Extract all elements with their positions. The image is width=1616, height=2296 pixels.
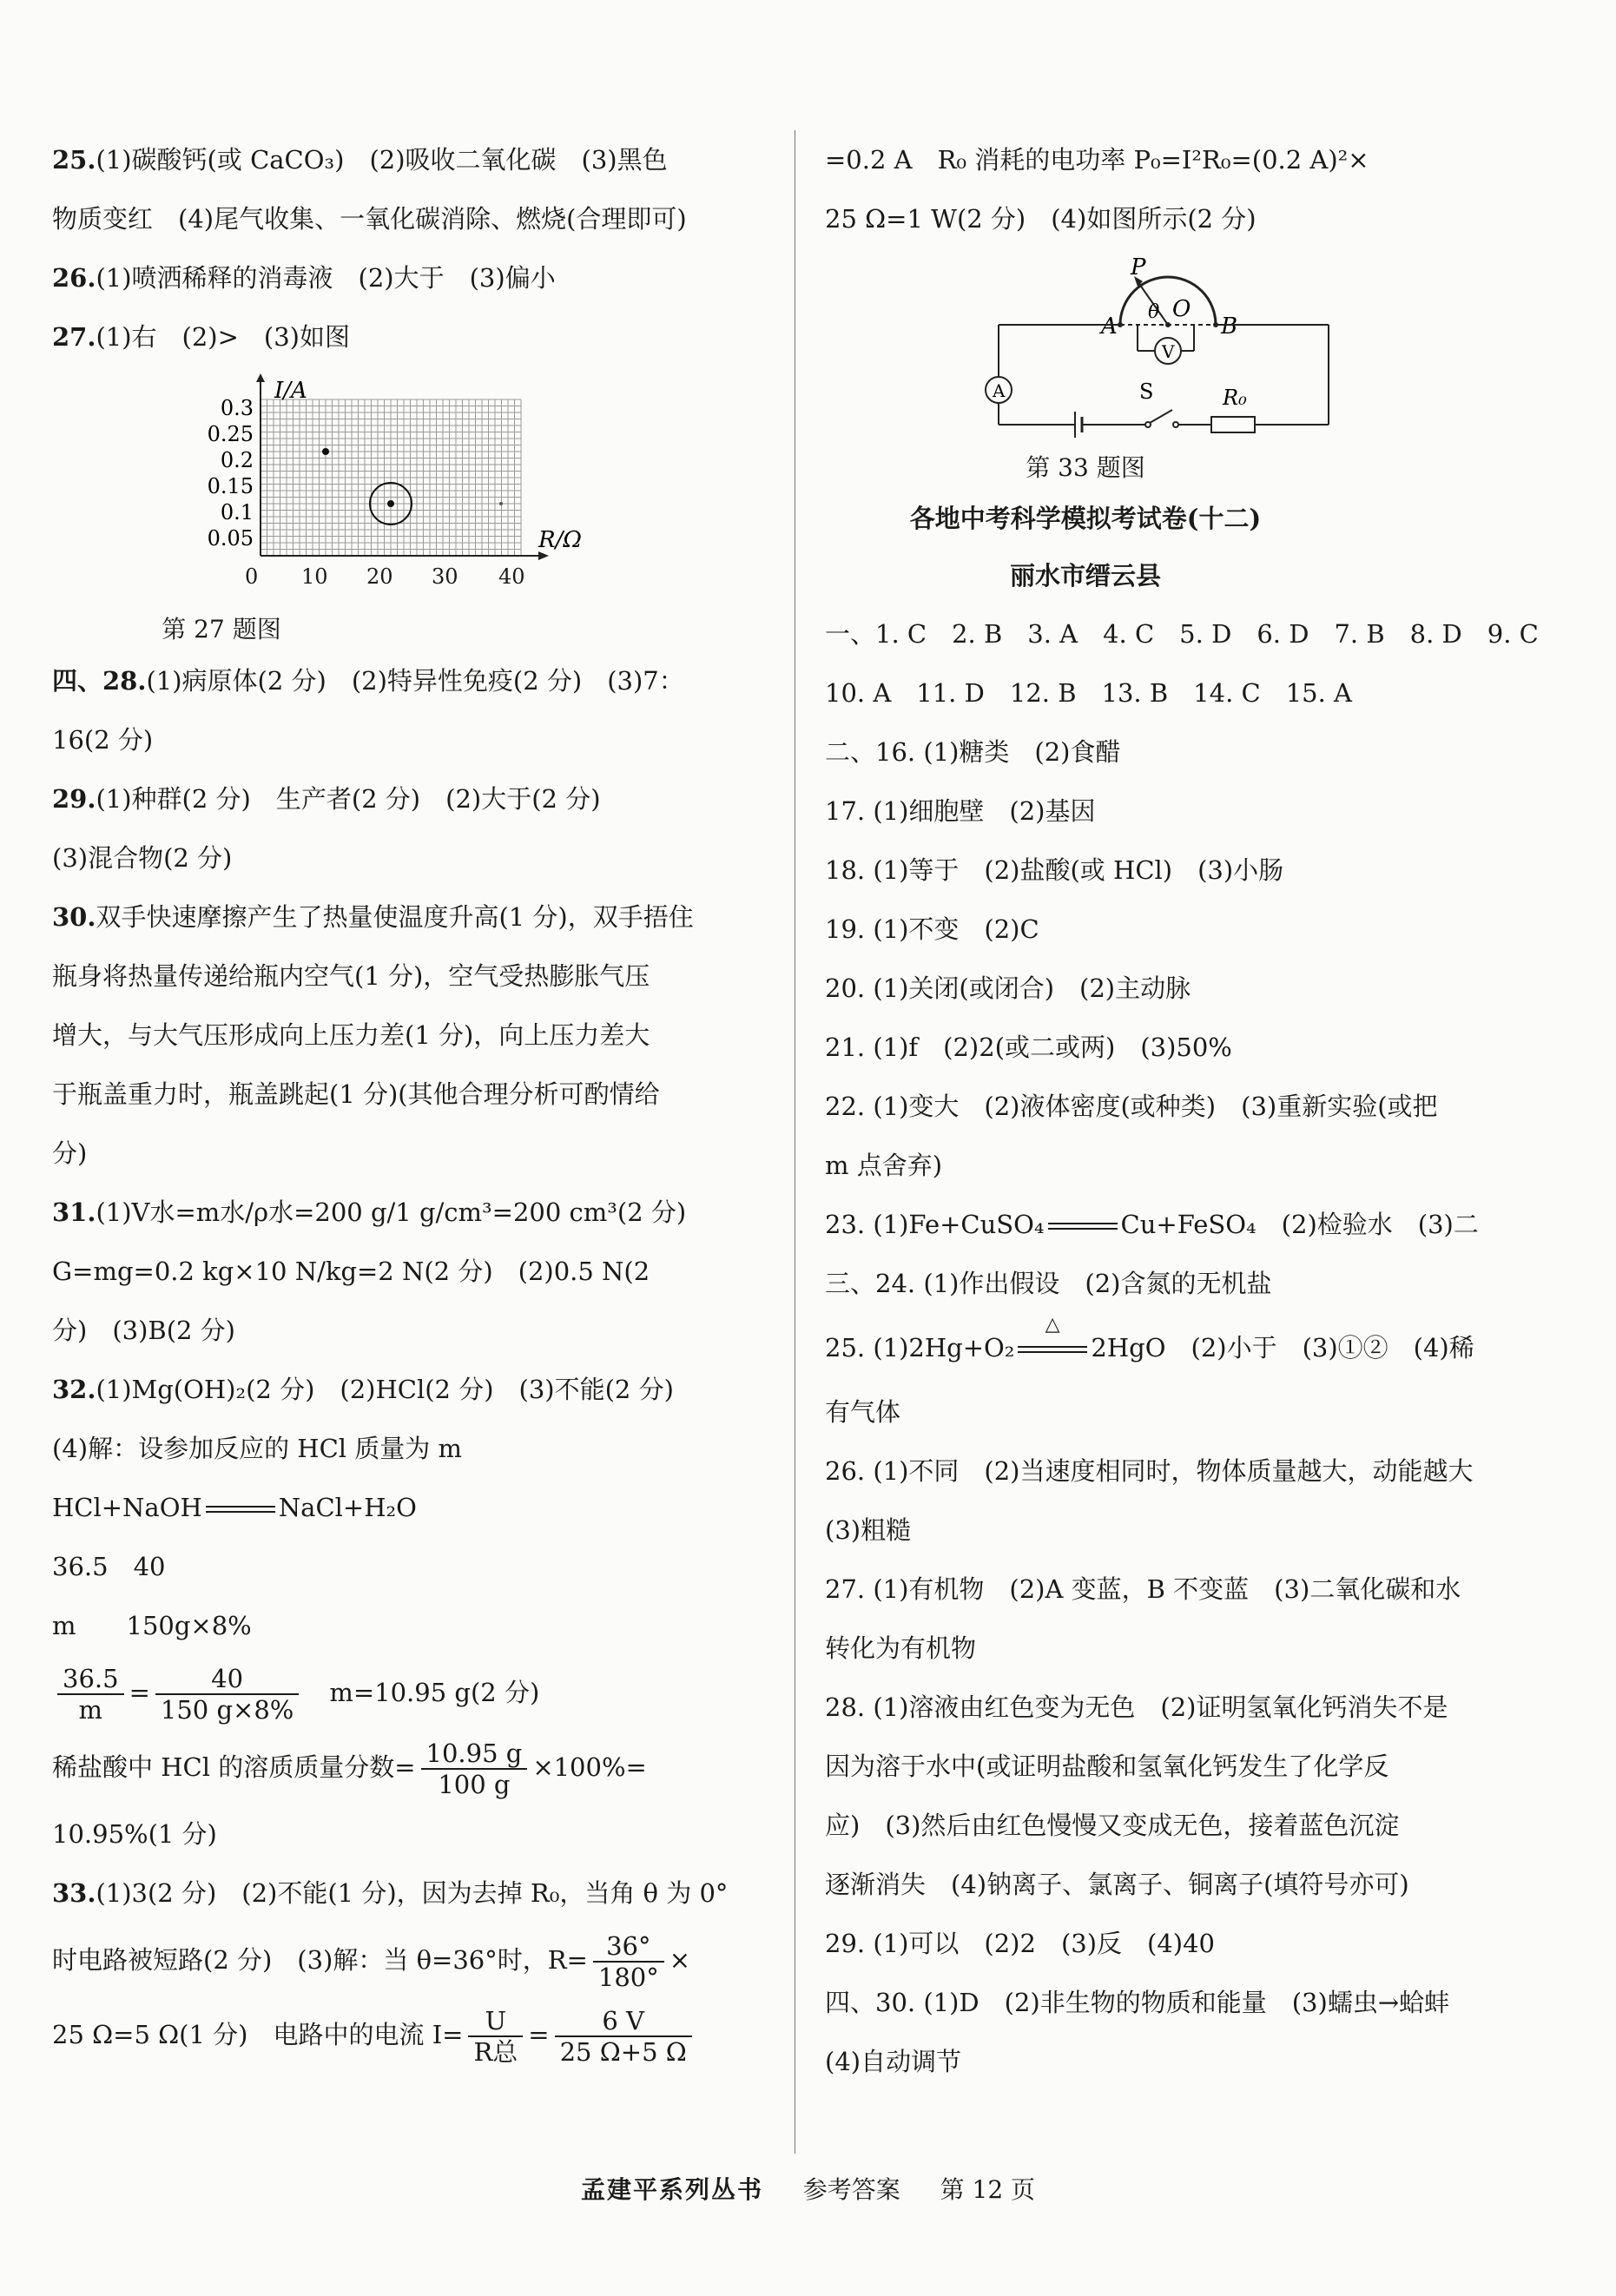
- equation-right: 2HgO (2)小于 (3)①② (4)稀: [1091, 1333, 1474, 1362]
- x-tick-label: 30: [432, 564, 458, 589]
- answer-32: [52, 1360, 773, 1419]
- answer-25: [52, 130, 773, 189]
- equation-left: HCl+NaOH: [52, 1493, 202, 1522]
- figure-33-caption: 第 33 题图: [1026, 453, 1145, 482]
- answer-24: 三、24. (1)作出假设 (2)含氮的无机盐: [825, 1269, 1272, 1298]
- answer-25r-cont: 有气体: [825, 1397, 901, 1427]
- answer-text: (1)病原体(2 分) (2)特异性免疫(2 分) (3)7：: [146, 666, 684, 696]
- answer-32-cont: 36.5 40: [52, 1552, 166, 1581]
- answer-31-cont: G=mg=0.2 kg×10 N/kg=2 N(2 分) (2)0.5 N(2: [52, 1257, 650, 1286]
- answer-16: 二、16. (1)糖类 (2)食醋: [825, 737, 1121, 767]
- grid-lines: [261, 399, 521, 556]
- equation-left: 25. (1)2Hg+O₂: [825, 1333, 1015, 1362]
- answer-26r-cont: (3)粗糙: [825, 1515, 912, 1545]
- equation-right: NaCl+H₂O: [278, 1493, 417, 1522]
- answer-31-cont: 分) (3)B(2 分): [52, 1316, 236, 1345]
- exam-title: 各地中考科学模拟考试卷(十二): [909, 504, 1262, 533]
- answer-27r: 27. (1)有机物 (2)A 变蓝，B 不变蓝 (3)二氧化碳和水: [825, 1574, 1461, 1604]
- text-prefix: 25 Ω=5 Ω(1 分) 电路中的电流 I=: [52, 2020, 464, 2049]
- proportion-line: $\frac{36.5}{m}$ = $\frac{40}{150 g\times 8\%}$ m=10.95 g(2 分): [52, 1655, 773, 1730]
- x-tick-label: 40: [498, 564, 525, 589]
- answer-text: (1)右 (2)> (3)如图: [96, 322, 350, 352]
- figure-27: [52, 373, 773, 608]
- answer-18: 18. (1)等于 (2)盐酸(或 HCl) (3)小肠: [825, 855, 1284, 885]
- y-axis-arrow: [256, 373, 265, 382]
- answer-32-cont: m 150g×8%: [52, 1611, 252, 1640]
- answer-33: [52, 1864, 773, 1923]
- fraction: [57, 1664, 124, 1725]
- answer-31: [52, 1183, 773, 1242]
- answer-29-cont: (3)混合物(2 分): [52, 843, 233, 873]
- question-number: 四、28.: [52, 666, 147, 696]
- question-number: 31.: [52, 1197, 96, 1227]
- label-p: P: [1131, 255, 1146, 280]
- answer-text: (1)V水=m水/ρ水=200 g/1 g/cm³=200 cm³(2 分): [96, 1197, 687, 1227]
- semicircle-resistor: [1120, 277, 1216, 325]
- answer-25-cont: 物质变红 (4)尾气收集、一氧化碳消除、燃烧(合理即可): [52, 204, 687, 234]
- answer-27r-cont: 转化为有机物: [825, 1633, 977, 1663]
- node-o: [1165, 322, 1171, 327]
- answer-21: 21. (1)f (2)2(或二或两) (3)50%: [825, 1033, 1232, 1062]
- data-point: [499, 502, 503, 505]
- numerator: U: [468, 2006, 523, 2037]
- x-tick-label: 20: [366, 564, 393, 589]
- answer-28r-cont: 因为溶于水中(或证明盐酸和氢氧化钙发生了化学反: [825, 1752, 1389, 1781]
- numerator: 10.95 g: [421, 1738, 528, 1770]
- label-theta: θ: [1148, 301, 1160, 323]
- answer-25r: [825, 1313, 1511, 1382]
- answer-30-cont: 增大，与大气压形成向上压力差(1 分)，向上压力差大: [52, 1020, 650, 1050]
- left-column: [52, 130, 773, 2072]
- label-o: O: [1172, 296, 1191, 322]
- fraction: [421, 1738, 528, 1799]
- resistor-r0: [1211, 417, 1255, 432]
- circuit-diagram: [825, 255, 1511, 438]
- y-axis-label: I/A: [274, 378, 307, 404]
- answer-28r-cont: 应) (3)然后由红色慢慢又变成无色，接着蓝色沉淀: [825, 1811, 1400, 1840]
- equation-right: Cu+FeSO₄ (2)检验水 (3)二: [1120, 1210, 1479, 1239]
- numerator: 36°: [593, 1931, 664, 1963]
- answer-27: [52, 307, 773, 366]
- answer-22-cont: m 点舍弃): [825, 1151, 943, 1180]
- heat-symbol: △: [1045, 1314, 1060, 1336]
- answer-33-cont-right: 25 Ω=1 W(2 分) (4)如图所示(2 分): [825, 204, 1257, 234]
- answer-30r: 四、30. (1)D (2)非生物的物质和能量 (3)蠕虫→蛤蚌: [825, 1988, 1450, 2017]
- answer-text: (1)Mg(OH)₂(2 分) (2)HCl(2 分) (3)不能(2 分): [96, 1375, 674, 1404]
- reaction-condition: [1014, 1313, 1091, 1382]
- mass-fraction-line: [52, 1730, 773, 1804]
- answer-28r: 28. (1)溶液由红色变为无色 (2)证明氢氧化钙消失不是: [825, 1692, 1448, 1722]
- equals-sign: [206, 1506, 275, 1513]
- fraction: [468, 2006, 523, 2067]
- label-a: A: [1101, 313, 1118, 340]
- ammeter-label: A: [993, 380, 1006, 401]
- figure-33: [825, 255, 1511, 446]
- answer-32-cont: (4)解：设参加反应的 HCl 质量为 m: [52, 1434, 462, 1463]
- denominator: 150 g×8%: [160, 1695, 294, 1725]
- text-suffix: ×: [669, 1945, 691, 1975]
- answer-32-cont: 10.95%(1 分): [52, 1819, 217, 1849]
- answer-30-cont: 瓶身将热量传递给瓶内空气(1 分)，空气受热膨胀气压: [52, 961, 650, 991]
- answer-28: [52, 651, 773, 710]
- question-number: 30.: [52, 902, 96, 932]
- voltmeter-label: V: [1162, 341, 1175, 362]
- numerator: 40: [155, 1664, 299, 1695]
- answer-text: (1)碳酸钙(或 CaCO₃) (2)吸收二氧化碳 (3)黑色: [96, 145, 668, 175]
- question-number: 26.: [52, 263, 96, 293]
- right-column: [825, 130, 1539, 2091]
- x-tick-label: 0: [245, 564, 259, 589]
- answer-text: (1)3(2 分) (2)不能(1 分)，因为去掉 R₀，当角 θ 为 0°: [96, 1878, 729, 1908]
- data-point: [387, 500, 394, 507]
- y-tick-label: 0.15: [207, 474, 254, 498]
- answer-26r: 26. (1)不同 (2)当速度相同时，物体质量越大，动能越大: [825, 1456, 1474, 1486]
- x-axis-label: R/Ω: [538, 527, 582, 553]
- numerator: 36.5: [57, 1664, 124, 1695]
- answer-30-cont: 分): [52, 1138, 88, 1168]
- text-prefix: 时电路被短路(2 分) (3)解：当 θ=36°时，R=: [52, 1945, 588, 1975]
- exam-subtitle: 丽水市缙云县: [1009, 561, 1161, 590]
- denominator: 25 Ω+5 Ω: [559, 2037, 687, 2067]
- answer-28r-cont: 逐渐消失 (4)钠离子、氯离子、铜离子(填符号亦可): [825, 1870, 1409, 1899]
- label-b: B: [1221, 313, 1238, 340]
- denominator: R总: [473, 2037, 518, 2067]
- question-number: 33.: [52, 1878, 96, 1908]
- page-footer: [0, 2171, 1616, 2206]
- figure-27-caption: 第 27 题图: [162, 615, 281, 643]
- answer-text: 双手快速摩擦产生了热量使温度升高(1 分)，双手捂住: [96, 902, 694, 932]
- answer-29: [52, 769, 773, 828]
- equals-sign: =: [528, 2020, 550, 2049]
- answer-26: [52, 248, 773, 307]
- equals-sign: [1048, 1223, 1118, 1230]
- switch-terminal: [1173, 422, 1178, 427]
- y-tick-label: 0.2: [220, 448, 254, 472]
- x-tick-label: 10: [301, 564, 328, 589]
- y-tick-label: 0.25: [207, 422, 254, 446]
- question-number: 27.: [52, 322, 96, 352]
- figure-27-graph: [52, 373, 773, 573]
- answer-text: (1)种群(2 分) 生产者(2 分) (2)大于(2 分): [96, 784, 601, 814]
- answer-33-cont-right: =0.2 A R₀ 消耗的电功率 P₀=I²R₀=(0.2 A)²×: [825, 145, 1369, 175]
- answer-19: 19. (1)不变 (2)C: [825, 914, 1039, 944]
- answer-17: 17. (1)细胞壁 (2)基因: [825, 796, 1096, 826]
- fraction: [555, 2006, 692, 2067]
- denominator: m: [78, 1695, 103, 1725]
- switch-label: S: [1139, 379, 1154, 404]
- question-number: 32.: [52, 1375, 96, 1404]
- answer-22: 22. (1)变大 (2)液体密度(或种类) (3)重新实验(或把: [825, 1092, 1438, 1121]
- switch-lever: [1150, 410, 1172, 423]
- y-tick-label: 0.3: [220, 396, 254, 420]
- chemical-equation: [52, 1478, 773, 1537]
- text-suffix: ×100%=: [532, 1752, 647, 1782]
- question-number: 25.: [52, 145, 96, 175]
- answer-23: [825, 1195, 1511, 1254]
- answer-30: [52, 887, 773, 947]
- data-point: [322, 448, 329, 455]
- fraction: [155, 1664, 299, 1725]
- footer-label: 参考答案: [802, 2175, 900, 2204]
- numerator: 6 V: [555, 2006, 692, 2037]
- multiple-choice-row: 10. A 11. D 12. B 13. B 14. C 15. A: [825, 678, 1352, 708]
- result-text: m=10.95 g(2 分): [329, 1678, 540, 1707]
- question-number: 29.: [52, 784, 96, 814]
- answer-text: (1)喷洒稀释的消毒液 (2)大于 (3)偏小: [96, 263, 556, 293]
- text-prefix: 稀盐酸中 HCl 的溶质质量分数=: [52, 1752, 416, 1782]
- resistor-label: R₀: [1223, 386, 1247, 410]
- answer-30-cont: 于瓶盖重力时，瓶盖跳起(1 分)(其他合理分析可酌情给: [52, 1079, 660, 1109]
- answer-20: 20. (1)关闭(或闭合) (2)主动脉: [825, 973, 1191, 1003]
- answer-28-cont: 16(2 分): [52, 725, 154, 755]
- page-number: 第 12 页: [940, 2175, 1036, 2204]
- equation-left: 23. (1)Fe+CuSO₄: [825, 1210, 1045, 1239]
- series-brand: 孟建平系列丛书: [580, 2175, 763, 2204]
- answer-33-cont: [52, 1923, 773, 1997]
- y-tick-label: 0.1: [220, 500, 254, 525]
- denominator: 180°: [597, 1963, 659, 1992]
- multiple-choice-row: 一、1. C 2. B 3. A 4. C 5. D 6. D 7. B 8. D 9. C: [825, 619, 1539, 649]
- fraction: [593, 1931, 664, 1992]
- answer-29r: 29. (1)可以 (2)2 (3)反 (4)40: [825, 1929, 1216, 1958]
- answer-30r-cont: (4)自动调节: [825, 2047, 962, 2076]
- answer-33-cont: [52, 1997, 773, 2072]
- y-tick-label: 0.05: [207, 526, 254, 551]
- denominator: 100 g: [438, 1770, 511, 1799]
